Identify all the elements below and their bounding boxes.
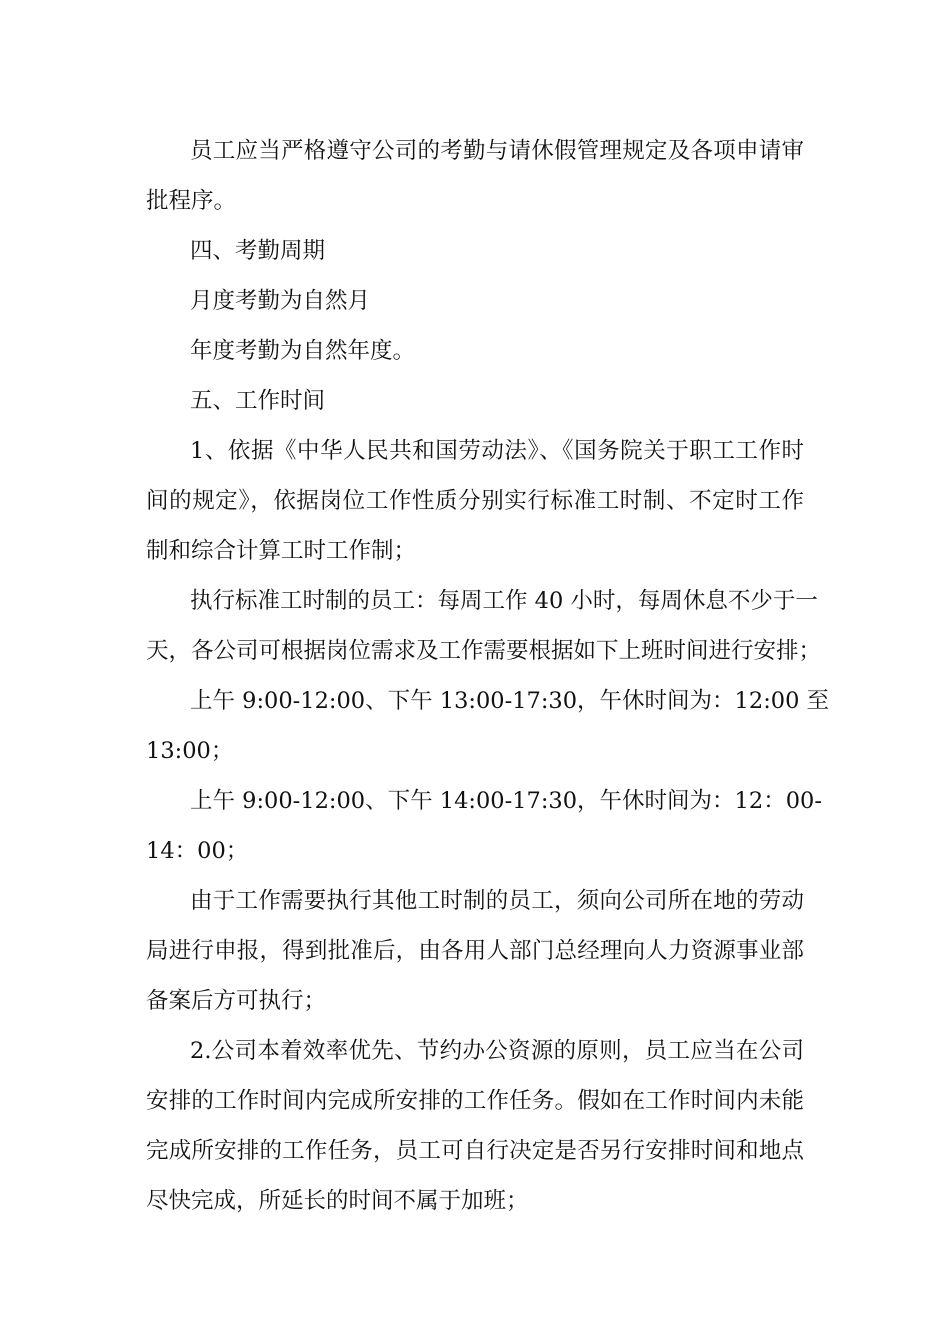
text-line: 13:00； [146, 738, 234, 764]
text-line: 月度考勤为自然月 [190, 288, 371, 314]
section-heading: 四、考勤周期 [190, 238, 326, 264]
text-line: 局进行申报，得到批准后，由各用人部门总经理向人力资源事业部 [146, 938, 804, 964]
text-line: 尽快完成，所延长的时间不属于加班； [146, 1188, 529, 1214]
text-line: 由于工作需要执行其他工时制的员工，须向公司所在地的劳动 [190, 888, 804, 914]
text-line: 完成所安排的工作任务，员工可自行决定是否另行安排时间和地点 [146, 1138, 804, 1164]
text-line: 2.公司本着效率优先、节约办公资源的原则，员工应当在公司 [190, 1038, 804, 1064]
text-line: 执行标准工时制的员工：每周工作 40 小时，每周休息不少于一 [190, 588, 818, 614]
text-line: 14：00； [146, 838, 249, 864]
text-line: 1、依据《中华人民共和国劳动法》、《国务院关于职工工作时 [190, 438, 804, 464]
text-line: 间的规定》，依据岗位工作性质分别实行标准工时制、不定时工作 [146, 488, 804, 514]
text-line: 天，各公司可根据岗位需求及工作需要根据如下上班时间进行安排； [146, 638, 822, 664]
text-line: 制和综合计算工时工作制； [146, 538, 417, 564]
text-line: 上午 9:00-12:00、下午 14:00-17:30，午休时间为：12：00- [190, 788, 822, 814]
text-line: 备案后方可执行； [146, 988, 327, 1014]
section-heading: 五、工作时间 [190, 388, 326, 414]
text-line: 安排的工作时间内完成所安排的工作任务。假如在工作时间内未能 [146, 1088, 804, 1114]
text-line: 上午 9:00-12:00、下午 13:00-17:30，午休时间为：12:00 至 [190, 688, 830, 714]
text-line: 年度考勤为自然年度。 [190, 338, 416, 364]
text-line: 批程序。 [146, 188, 237, 214]
text-line: 员工应当严格遵守公司的考勤与请休假管理规定及各项申请审 [190, 138, 804, 164]
